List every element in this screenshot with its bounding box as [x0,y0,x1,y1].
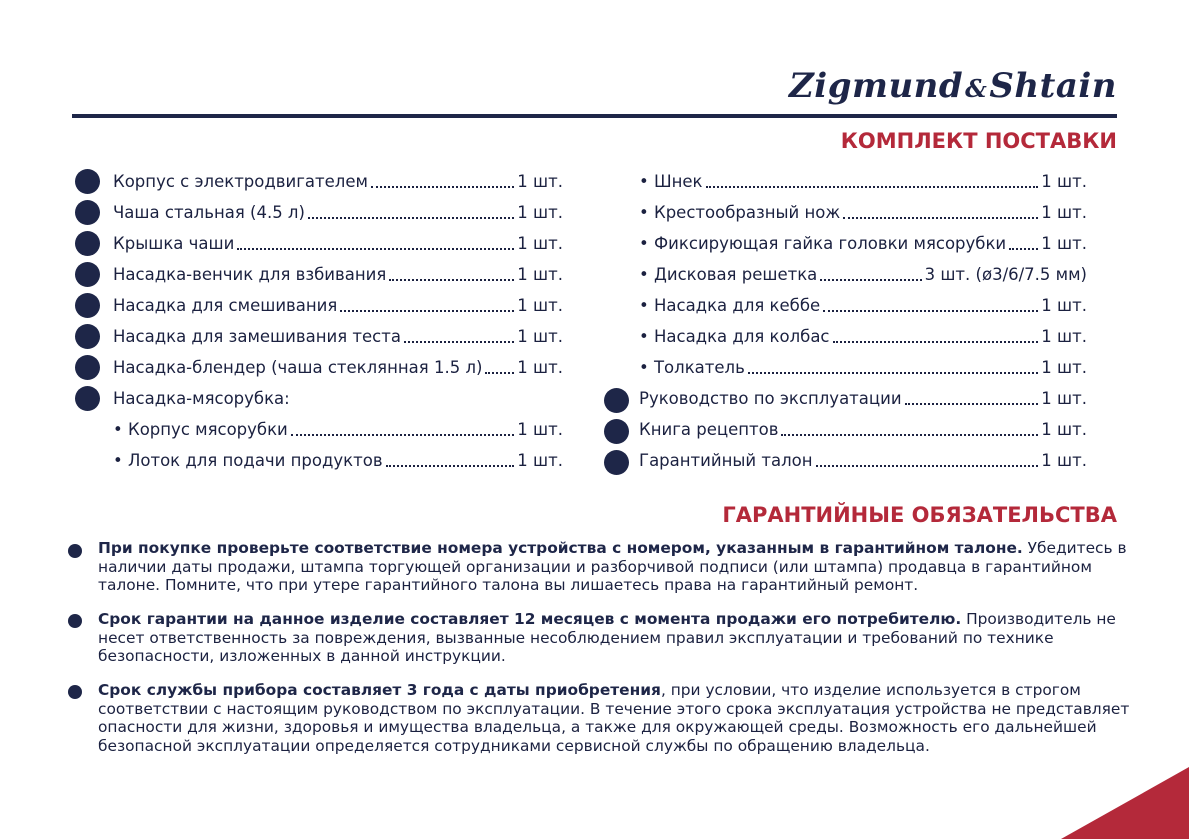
leader-dots [823,309,1038,312]
warranty-paragraph-bold: Срок службы прибора составляет 3 года с даты приобретения [98,681,661,699]
numbered-bullet [75,355,100,380]
brand-ampersand: & [965,74,988,103]
set-item-qty: 1 шт. [517,172,563,191]
set-item-qty: 1 шт. [517,265,563,284]
leader-dots [340,309,514,312]
set-item-label: • Корпус мясорубки [113,420,288,439]
corner-decoration [1061,767,1189,839]
set-item-label: • Шнек [639,172,703,191]
warranty-paragraph-text: Производитель не несет ответственность за повреждения, вызванные несоблюдением правил эксплуатации и требований по технике безопасности, изложенных в данной инструкции. [98,610,1116,665]
set-item-label: • Толкатель [639,358,745,377]
set-item-row [639,445,1087,476]
set-item-label: Насадка-блендер (чаша стеклянная 1.5 л) [113,358,483,377]
set-heading: КОМПЛЕКТ ПОСТАВКИ [840,129,1117,153]
set-item-qty: 1 шт. [517,203,563,222]
set-item-row [113,290,563,321]
leader-dots [706,185,1039,188]
set-item-row [639,166,1087,197]
set-item-label: Насадка-венчик для взбивания [113,265,387,284]
warranty-bullet [68,685,82,699]
set-item-row [639,321,1087,352]
set-item-qty: 1 шт. [1041,389,1087,408]
set-item-qty: 1 шт. [1041,420,1087,439]
leader-dots [748,371,1038,374]
set-item-label: Руководство по эксплуатации [639,389,902,408]
set-item-row [113,352,563,383]
warranty-paragraph-text: Убедитесь в наличии даты продажи, штампа торгующей организации и разборчивой подписи (или штампа) продавца в гарантийном талоне. Помните, что при утере гарантийного талона вы лишаетесь права на гарантийный ремонт. [98,539,1127,594]
leader-dots [820,278,921,281]
set-item-qty: 1 шт. [1041,172,1087,191]
set-item-qty: 1 шт. [517,358,563,377]
set-item-row [113,166,563,197]
set-item-qty: 1 шт. [1041,296,1087,315]
set-item-row [639,290,1087,321]
set-item-row [113,445,563,476]
set-item-label: • Дисковая решетка [639,265,818,284]
set-item-row [639,259,1087,290]
set-item-label: Крышка чаши [113,234,235,253]
numbered-bullet [75,324,100,349]
set-item-row [113,197,563,228]
leader-dots [404,340,514,343]
leader-dots [389,278,514,281]
numbered-bullet [75,293,100,318]
warranty-bullet [68,614,82,628]
set-item-qty: 3 шт. (ø3/6/7.5 мм) [924,265,1087,284]
set-item-label: Книга рецептов [639,420,779,439]
set-item-row [639,383,1087,414]
brand-name-part1: Zigmund [788,66,964,106]
set-item-qty: 1 шт. [517,420,563,439]
set-item-label: Насадка-мясорубка: [113,389,290,408]
set-item-qty: 1 шт. [517,296,563,315]
set-item-qty: 1 шт. [1041,327,1087,346]
set-item-label: Насадка для смешивания [113,296,338,315]
set-item-row [113,259,563,290]
leader-dots [781,433,1038,436]
numbered-bullet [75,200,100,225]
numbered-bullet [75,169,100,194]
set-item-label: Корпус с электродвигателем [113,172,368,191]
brand-logo [789,66,1117,106]
leader-dots [905,402,1039,405]
warranty-paragraph-bold: При покупке проверьте соответствие номера устройства с номером, указанным в гарантийном талоне. [98,539,1023,557]
warranty-heading: ГАРАНТИЙНЫЕ ОБЯЗАТЕЛЬСТВА [722,503,1117,527]
leader-dots [291,433,515,436]
leader-dots [371,185,514,188]
set-item-label: • Насадка для колбас [639,327,830,346]
set-item-label: Гарантийный талон [639,451,813,470]
set-item-qty: 1 шт. [1041,358,1087,377]
numbered-bullet [604,450,629,475]
set-item-qty: 1 шт. [1041,203,1087,222]
set-item-qty: 1 шт. [517,234,563,253]
set-item-label: • Лоток для подачи продуктов [113,451,383,470]
warranty-paragraph [98,610,1131,666]
set-item-qty: 1 шт. [517,327,563,346]
brand-name-part2: Shtain [989,66,1117,106]
warranty-paragraph [98,539,1131,595]
warranty-bullet [68,544,82,558]
warranty-paragraph-bold: Срок гарантии на данное изделие составляет 12 месяцев с момента продажи его потребителю. [98,610,962,628]
set-item-label: Чаша стальная (4.5 л) [113,203,305,222]
set-item-label: • Крестообразный нож [639,203,841,222]
numbered-bullet [604,388,629,413]
numbered-bullet [75,262,100,287]
set-item-label: • Насадка для кеббе [639,296,821,315]
set-item-row [113,414,563,445]
set-item-row [113,383,563,414]
set-item-qty: 1 шт. [1041,234,1087,253]
leader-dots [833,340,1039,343]
leader-dots [485,371,514,374]
numbered-bullet [604,419,629,444]
set-item-label: Насадка для замешивания теста [113,327,401,346]
numbered-bullet [75,231,100,256]
warranty-paragraph [98,681,1131,755]
set-item-row [639,352,1087,383]
leader-dots [237,247,514,250]
leader-dots [386,464,515,467]
header-divider [72,114,1117,118]
set-item-row [639,414,1087,445]
leader-dots [816,464,1039,467]
set-item-row [113,321,563,352]
set-item-qty: 1 шт. [1041,451,1087,470]
set-item-qty: 1 шт. [517,451,563,470]
numbered-bullet [75,386,100,411]
warranty-paragraph-text: , при условии, что изделие используется в строгом соответствии с настоящим руководством по эксплуатации. В течение этого срока эксплуатация устройства не представляет опасности для жизни, здоровья и имущества владельца, а также для окружающей среды. Возможность его дальнейшей безопасной эксплуатации определяется сотрудниками сервисной службы по обращению владельца. [98,681,1130,755]
set-item-label: • Фиксирующая гайка головки мясорубки [639,234,1007,253]
leader-dots [1009,247,1038,250]
leader-dots [843,216,1038,219]
set-item-row [639,197,1087,228]
set-item-row [639,228,1087,259]
leader-dots [308,216,514,219]
set-item-row [113,228,563,259]
